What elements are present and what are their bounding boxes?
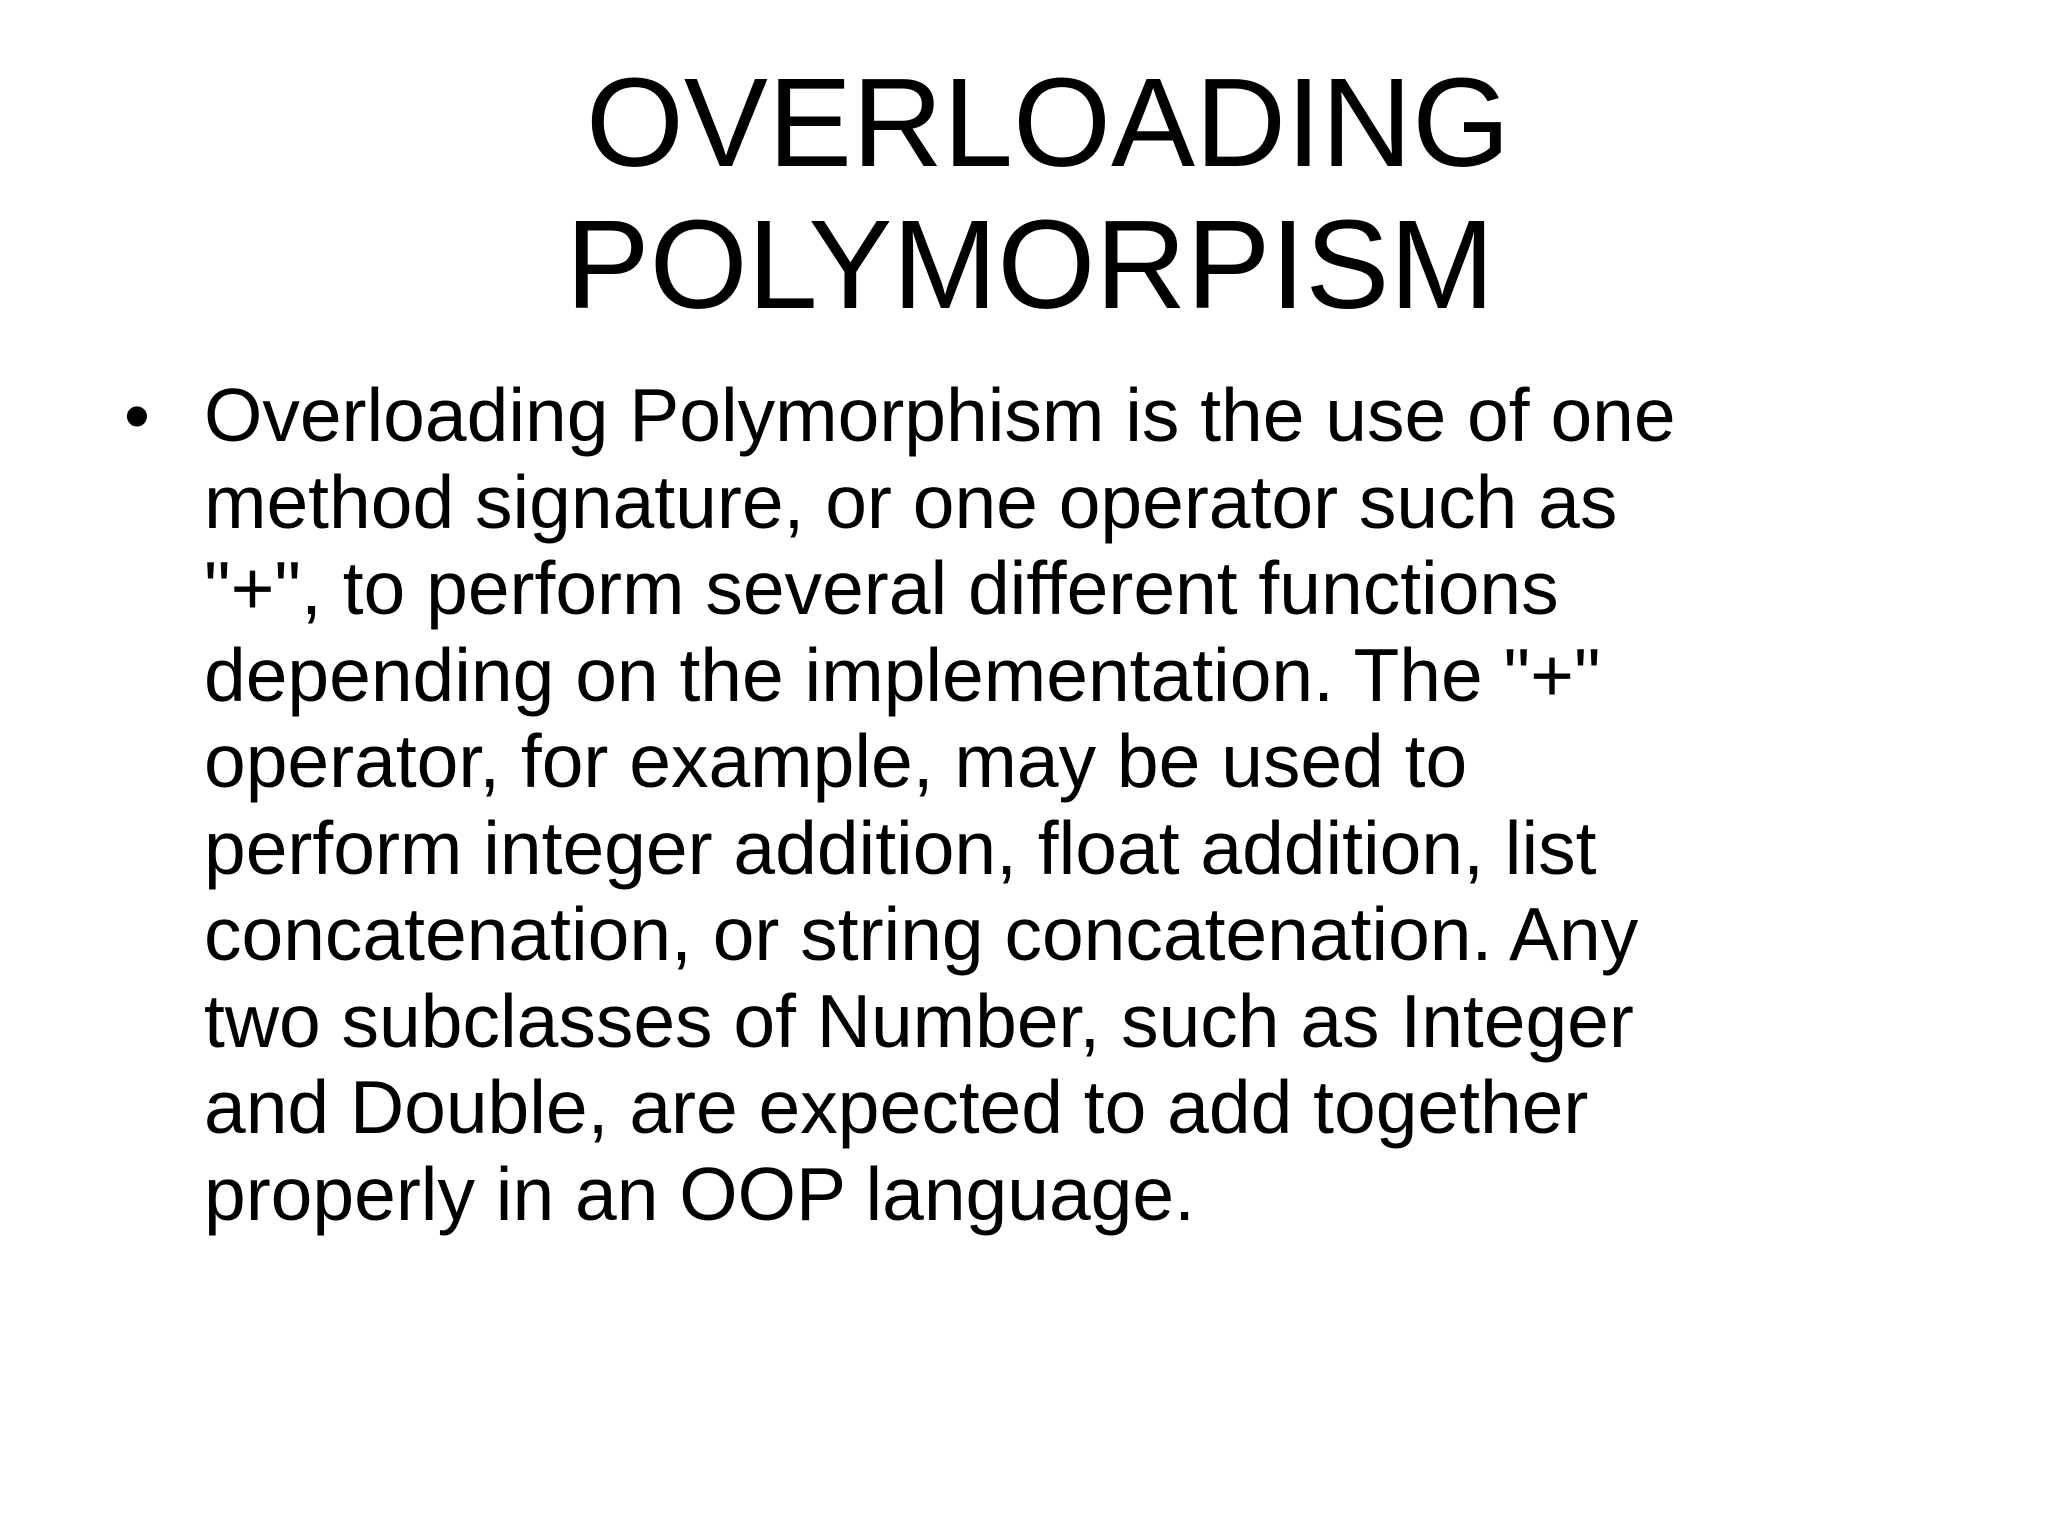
bullet-text-line: "+", to perform several different functions xyxy=(204,546,1559,630)
bullet-text-line: Overloading Polymorphism is the use of one xyxy=(204,373,1676,457)
bullet-text-line: perform integer addition, float addition, list xyxy=(204,805,1597,890)
bullet-text-line: operator, for example, may be used to xyxy=(204,719,1468,803)
slide-title xyxy=(0,52,2048,336)
slide-body xyxy=(124,372,1964,1237)
bullet-text-line: depending on the implementation. The "+" xyxy=(204,632,1601,717)
slide-title-line: POLYMORPISM xyxy=(565,194,1495,335)
bullet-text-line: two subclasses of Number, such as Integer xyxy=(204,978,1634,1063)
bullet-text-line: properly in an OOP language. xyxy=(204,1151,1195,1236)
bullet-text-line: method signature, or one operator such as xyxy=(204,459,1618,544)
bullet-text-line: concatenation, or string concatenation. Any xyxy=(204,892,1639,976)
bullet-text xyxy=(204,372,1964,1237)
bullet-item xyxy=(124,372,1964,1237)
bullet-icon: • xyxy=(124,374,150,457)
slide-title-line: OVERLOADING xyxy=(585,52,1511,193)
bullet-text-line: and Double, are expected to add together xyxy=(204,1065,1589,1149)
